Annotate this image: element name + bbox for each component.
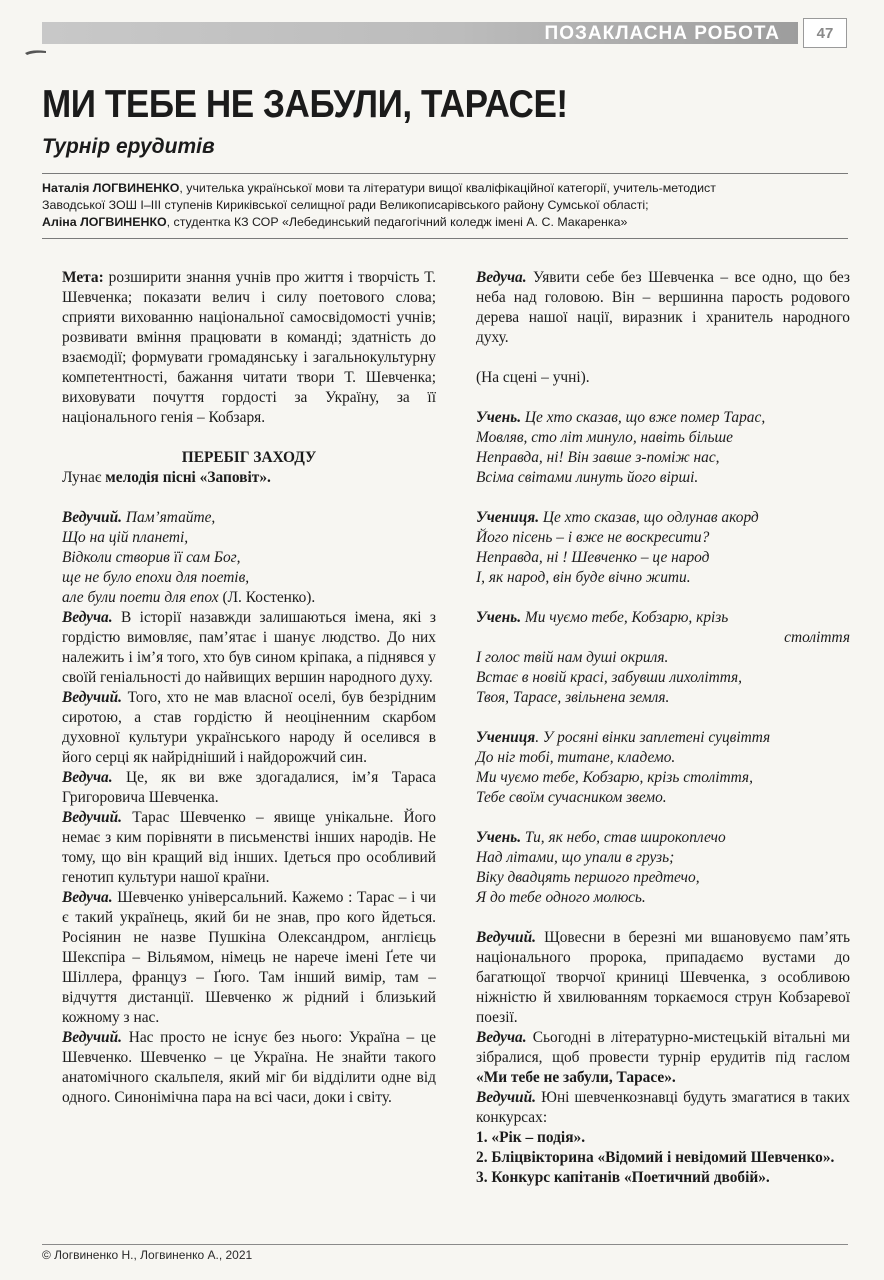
verse-student-5: Учень. Ти, як небо, став широкоплечо Над літами, що упали в грузь; Віку двадцять першого предтечо, Я до тебе одного молюсь. (476, 829, 726, 906)
right-paragraph-3: Ведуча. Сьогодні в літературно-мистецькій вітальні ми зібралися, щоб провести турнір ерудитів під гаслом «Ми тебе не забули, Тарасе». (476, 1029, 850, 1086)
section-label: ПОЗАКЛАСНА РОБОТА (544, 23, 780, 44)
verse-student-2: Учениця. Це хто сказав, що одлунав акорд Його пісень – і вже не воскресити? Неправда, ні ! Шевченко – це народ І, як народ, він буде вічно жити. (476, 509, 759, 586)
paragraph-6: Ведучий. Нас просто не існує без нього: Україна – це Шевченко. Шевченко – це Україна. Не знайти такого анатомічного скальпеля, який міг би відділити одне від одного. Синонімічна пара на всі часи, доки і світу. (62, 1029, 436, 1106)
page-number: 47 (803, 18, 847, 48)
footer-rule (42, 1244, 848, 1245)
goal-paragraph: Мета: розширити знання учнів про життя і творчість Т. Шевченка; показати велич і силу поетового слова; сприяти вихованню національної самосвідомості учнів; розвивати вміння працювати в команді; здатність до взаємодії; формувати громадянську і загальнокультурну компетентності, бажання читати твори Т. Шевченка; виховувати почуття гордості за Україну, за її національного генія – Кобзаря. (62, 269, 436, 426)
authors-top-rule (42, 173, 848, 174)
right-paragraph-1: Ведуча. Уявити себе без Шевченка – все одно, що без неба над головою. Він – вершинна парость родового дерева нашої нації, виразник і хранитель народного духу. (476, 269, 850, 346)
contest-1: 1. «Рік – подія». (476, 1129, 586, 1146)
stage-direction: (На сцені – учні). (476, 369, 590, 386)
paragraph-1: Ведуча. В історії назавжди залишаються імена, які з гордістю вимовляє, пам’ятає і шанує людство. До них належить і ім’я того, хто був сином кріпака, а піднявся у своїй геніальності до найвищих вершин народного духу. (62, 609, 436, 686)
music-line: Лунає мелодія пісні «Заповіт». (62, 469, 271, 486)
authors-bottom-rule (42, 238, 848, 239)
verse-kostenko: Ведучий. Пам’ятайте, Що на цій планеті, Відколи створив її сам Бог, ще не було епохи для поетів, але були поети для епох (Л. Костенко). (62, 509, 316, 606)
author-line-2: Заводської ЗОШ І–ІІІ ступенів Кириківської селищної ради Великописарівського району Сумської області; (42, 198, 649, 212)
header-bar (42, 22, 798, 44)
paragraph-3: Ведуча. Це, як ви вже здогадалися, ім’я Тараса Григоровича Шевченка. (62, 769, 436, 806)
contest-3: 3. Конкурс капітанів «Поетичний двобій». (476, 1169, 770, 1186)
verse-student-1: Учень. Це хто сказав, що вже помер Тарас, Мовляв, сто літ минуло, навіть більше Неправда, ні! Він завше з-поміж нас, Всіма світами линуть його вірші. (476, 409, 766, 486)
pen-mark-icon (24, 48, 48, 56)
authors-block (42, 180, 852, 231)
left-column (62, 268, 436, 1108)
right-paragraph-2: Ведучий. Щовесни в березні ми вшановуємо пам’ять національного пророка, припадаємо вустами до багатющої творчої криниці Шевченка, з особливою ніжністю й хвилюванням торкаємося струн Кобзаревої поезії. (476, 929, 850, 1026)
right-paragraph-4: Ведучий. Юні шевченкознавці будуть змагатися в таких конкурсах: (476, 1089, 850, 1126)
author-line-3: Аліна ЛОГВИНЕНКО, студентка КЗ СОР «Лебединський педагогічний коледж імені А. С. Макаренка» (42, 215, 628, 229)
verse-student-4: Учениця. У росяні вінки заплетені суцвіття До ніг тобі, титане, кладемо. Ми чуємо тебе, Кобзарю, крізь століття, Тебе своїм сучасником звемо. (476, 729, 771, 806)
author-line-1: Наталія ЛОГВИНЕНКО, учителька української мови та літератури вищої кваліфікаційної категорії, учитель-методист (42, 181, 716, 195)
footer-copyright: © Логвиненко Н., Логвиненко А., 2021 (42, 1248, 253, 1262)
right-column (476, 268, 850, 1188)
paragraph-5: Ведуча. Шевченко універсальний. Кажемо : Тарас – і чи є такий українець, який би не знав, про кого йдеться. Росіянин не назве Пушкіна Олександром, англієць Шекспіра – Вільямом, німець не наречe імені Ґете чи Шіллера, француз – Ґюго. Там інший вимір, там – відчуття дистанції. Шевченко ж рідний і близький кожному з нас. (62, 889, 436, 1026)
section-heading: ПЕРЕБІГ ЗАХОДУ (181, 449, 317, 466)
paragraph-4: Ведучий. Тарас Шевченко – явище унікальне. Його немає з ким порівняти в письменстві інших народів. Не тому, що він кращий від інших. Ідеться про особливий генотип культури нашої країни. (62, 809, 436, 886)
paragraph-2: Ведучий. Того, хто не мав власної оселі, був безрідним сиротою, а став гордістю й неоціненним скарбом духовної культури українського народу й оселився в його серці як найрідніший і найдорожчий син. (62, 689, 436, 766)
contest-2: 2. Бліцвікторина «Відомий і невідомий Шевченко». (476, 1149, 835, 1166)
article-title: МИ ТЕБЕ НЕ ЗАБУЛИ, ТАРАСЕ! (42, 83, 568, 126)
article-subtitle: Турнір ерудитів (42, 135, 215, 158)
verse-student-3: Учень. Ми чуємо тебе, Кобзарю, крізь століття І голос твій нам душі окриля. Встає в новій красі, забувши лихоліття, Твоя, Тарасе, звільнена земля. (476, 609, 850, 706)
